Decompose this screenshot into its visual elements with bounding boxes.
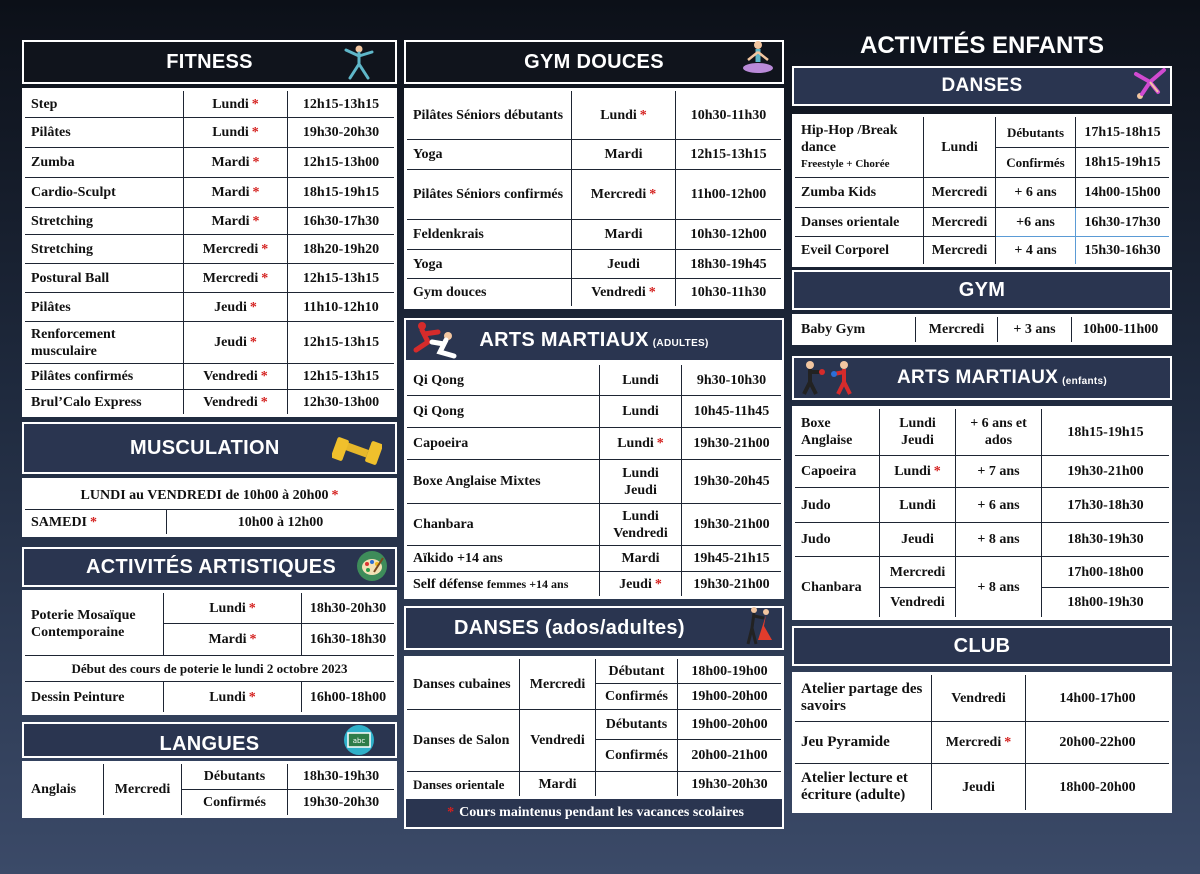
meditation-icon: [738, 38, 778, 78]
table-row: [24, 592, 396, 624]
activity-name: Yoga: [406, 250, 572, 279]
age: + 8 ans: [956, 557, 1042, 619]
club-header: [792, 626, 1172, 666]
activity-name: Qi Qong: [406, 396, 600, 428]
level: Confirmés: [996, 148, 1076, 178]
activity-name: Pilâtes Séniors confirmés: [406, 170, 572, 220]
table-row: [406, 364, 783, 396]
table-row: [24, 90, 396, 118]
day: Vendredi: [520, 710, 596, 772]
activity-subtitle: Freestyle + Chorée: [801, 157, 890, 170]
table-row: [794, 408, 1171, 456]
musculation-title: MUSCULATION: [130, 436, 280, 459]
day: Mardi: [211, 185, 250, 200]
age: + 4 ans: [996, 237, 1076, 266]
langue-name: Anglais: [24, 763, 104, 817]
time: 12h15-13h15: [288, 90, 396, 118]
activity-name: Zumba Kids: [794, 178, 924, 208]
time: 10h30-11h30: [676, 279, 783, 308]
table-row: [794, 488, 1171, 523]
day: Mardi: [572, 220, 676, 250]
table-row: [406, 396, 783, 428]
holiday-note-text: Cours maintenus pendant les vacances scolaires: [459, 805, 744, 820]
time: 19h30-21h00: [682, 504, 783, 546]
table-row: [24, 178, 396, 208]
gym-enfants-header: [792, 270, 1172, 310]
time: 19h30-21h00: [682, 428, 783, 460]
day: Mercredi: [916, 316, 998, 344]
time: 10h45-11h45: [682, 396, 783, 428]
activity-name: Hip-Hop /Break dance: [801, 122, 898, 155]
time: 19h30-21h00: [682, 572, 783, 598]
day: Mercredi: [104, 763, 182, 817]
star-mark: *: [260, 394, 268, 410]
day: Jeudi: [932, 764, 1026, 812]
star-mark: *: [261, 241, 269, 257]
activity-name: Stretching: [24, 235, 184, 264]
time: 10h30-11h30: [676, 90, 783, 140]
saturday-time: 10h00 à 12h00: [167, 510, 396, 536]
svg-text:abc: abc: [352, 737, 366, 745]
day: Mercredi: [202, 270, 259, 286]
time: 11h10-12h10: [288, 293, 396, 322]
day: Mercredi: [590, 187, 647, 202]
time: 19h00-20h00: [678, 684, 783, 710]
table-row: [24, 480, 396, 510]
activity-name: Zumba: [24, 148, 184, 178]
activity-name: Brul’Calo Express: [24, 390, 184, 416]
time: 11h00-12h00: [676, 170, 783, 220]
star-mark: *: [656, 436, 664, 451]
martial-arts-icon: [408, 320, 464, 360]
day: Mercredi: [520, 658, 596, 710]
time: 17h15-18h15: [1076, 116, 1171, 148]
time: 18h20-19h20: [288, 235, 396, 264]
day: Lundi: [600, 396, 682, 428]
day: Mercredi: [945, 735, 1002, 750]
gym-enfants-table: [792, 314, 1172, 345]
table-row: [24, 235, 396, 264]
table-row: [406, 428, 783, 460]
day: Lundi: [600, 107, 637, 123]
activity-name: Stretching: [24, 208, 184, 235]
level: Débutants: [182, 763, 288, 790]
time: 16h30-17h30: [1076, 208, 1171, 237]
time: 16h30-18h30: [302, 624, 396, 656]
gym-douces-table: [404, 88, 784, 309]
day: Mardi: [211, 155, 250, 170]
table-row: [406, 90, 783, 140]
day: Vendredi: [932, 674, 1026, 722]
time: 15h30-16h30: [1076, 237, 1171, 266]
dumbbell-icon: [332, 432, 382, 468]
time: 18h15-19h15: [1042, 408, 1171, 456]
age: + 8 ans: [956, 523, 1042, 557]
activity-name: Feldenkrais: [406, 220, 572, 250]
star-mark: *: [654, 576, 662, 592]
day: Mardi: [520, 772, 596, 798]
activity-name: Danses de Salon: [406, 710, 520, 772]
activity-name: Pilâtes confirmés: [24, 364, 184, 390]
time: 12h15-13h15: [288, 364, 396, 390]
activity-name: Qi Qong: [406, 364, 600, 396]
star-mark: *: [331, 487, 339, 503]
time: 19h30-20h30: [678, 772, 783, 798]
fitness-table: [22, 88, 397, 417]
time: 18h30-20h30: [302, 592, 396, 624]
table-row: [794, 116, 1171, 148]
table-row: [24, 510, 396, 536]
time: 19h45-21h15: [682, 546, 783, 572]
arts-adultes-title: ARTS MARTIAUX: [479, 328, 649, 351]
day: Lundi: [600, 364, 682, 396]
table-row: [406, 546, 783, 572]
palette-icon: [356, 550, 388, 582]
saturday-label: SAMEDI: [31, 514, 88, 530]
table-row: [794, 316, 1171, 344]
day: Vendredi: [591, 285, 646, 300]
time: 18h00-20h00: [1026, 764, 1171, 812]
table-row: [24, 364, 396, 390]
time: 18h30-19h30: [288, 763, 396, 790]
activity-name: Gym douces: [406, 279, 572, 308]
star-mark: *: [648, 285, 656, 300]
star-mark: *: [248, 600, 256, 616]
star-mark: *: [249, 299, 257, 315]
artistiques-title: ACTIVITÉS ARTISTIQUES: [86, 555, 337, 578]
table-row: [794, 722, 1171, 764]
star-mark: *: [933, 464, 941, 479]
activity-name: Atelier partage des savoirs: [794, 674, 932, 722]
age: + 7 ans: [956, 456, 1042, 488]
day: Mardi: [211, 213, 250, 229]
time: 18h30-19h30: [1042, 523, 1171, 557]
langues-title: LANGUES: [159, 732, 260, 755]
time: 17h00-18h00: [1042, 557, 1171, 588]
day: Mercredi: [924, 208, 996, 237]
activity-name: Renforcement musculaire: [24, 322, 184, 364]
star-mark: *: [252, 213, 260, 229]
activity-name: Judo: [794, 523, 880, 557]
day: Jeudi: [619, 576, 652, 592]
time: 16h30-17h30: [288, 208, 396, 235]
star-mark: *: [447, 805, 455, 820]
activity-name: Boxe Anglaise Mixtes: [406, 460, 600, 504]
level: Confirmés: [182, 790, 288, 817]
time: 12h15-13h15: [288, 264, 396, 293]
table-row: [794, 237, 1171, 266]
activity-name: Self défense: [413, 576, 484, 592]
star-mark: *: [252, 155, 260, 170]
activity-name: Postural Ball: [24, 264, 184, 293]
activity-name: Capoeira: [794, 456, 880, 488]
time: 12h15-13h15: [288, 322, 396, 364]
activity-name: Pilâtes: [24, 293, 184, 322]
day: Lundi: [209, 600, 246, 616]
poterie-note: Début des cours de poterie le lundi 2 octobre 2023: [24, 656, 396, 682]
activity-name: Baby Gym: [794, 316, 916, 344]
day: Mercredi: [924, 178, 996, 208]
star-mark: *: [649, 187, 657, 202]
day: Mardi: [208, 632, 247, 647]
day: Vendredi: [203, 394, 258, 410]
star-mark: *: [248, 689, 256, 705]
activity-name-small: femmes +14 ans: [486, 576, 569, 591]
artistiques-table: [22, 590, 397, 715]
time: 12h15-13h15: [676, 140, 783, 170]
fitness-title: FITNESS: [166, 50, 253, 73]
gym-douces-title: GYM DOUCES: [524, 50, 664, 73]
table-row: [24, 390, 396, 416]
time: 19h30-20h45: [682, 460, 783, 504]
star-mark: *: [90, 514, 98, 530]
activity-name: Boxe Anglaise: [794, 408, 880, 456]
activity-name: Cardio-Sculpt: [24, 178, 184, 208]
day: Jeudi: [214, 335, 247, 350]
level: Confirmés: [596, 684, 678, 710]
table-row: [406, 572, 783, 598]
time: 19h30-20h30: [288, 118, 396, 148]
table-row: [406, 279, 783, 308]
time: 12h15-13h00: [288, 148, 396, 178]
table-row: [794, 674, 1171, 722]
day: Mercredi: [924, 237, 996, 266]
table-row: [406, 710, 783, 740]
arts-enfants-title: ARTS MARTIAUX: [896, 367, 1059, 388]
table-row: [794, 523, 1171, 557]
dancing-couple-icon: [742, 604, 778, 652]
level: Débutants: [596, 710, 678, 740]
day: Jeudi: [572, 250, 676, 279]
day: Vendredi: [880, 588, 956, 619]
table-row: [406, 772, 783, 798]
table-row: [406, 170, 783, 220]
chalkboard-icon: [342, 725, 376, 755]
activity-name: Eveil Corporel: [794, 237, 924, 266]
age: + 6 ans: [956, 488, 1042, 523]
time: 18h30-19h45: [676, 250, 783, 279]
arts-adultes-table: [404, 362, 784, 599]
table-row: [794, 764, 1171, 812]
activity-name: Chanbara: [794, 557, 880, 619]
level: Confirmés: [596, 740, 678, 772]
week-hours: LUNDI au VENDREDI de 10h00 à 20h00: [80, 487, 329, 503]
time: 16h00-18h00: [302, 682, 396, 714]
day: Lundi: [924, 116, 996, 178]
danses-enfants-title: DANSES: [941, 75, 1023, 96]
star-mark: *: [639, 107, 647, 123]
activity-name: Danses cubaines: [406, 658, 520, 710]
table-row: [24, 148, 396, 178]
activity-name: Judo: [794, 488, 880, 523]
danses-adultes-header: [404, 606, 784, 650]
club-table: [792, 672, 1172, 813]
time: 20h00-21h00: [678, 740, 783, 772]
time: 17h30-18h30: [1042, 488, 1171, 523]
day: Lundi: [209, 689, 246, 705]
activity-name: Danses orientale: [406, 772, 520, 798]
artistiques-header: [22, 547, 397, 587]
age: +6 ans: [996, 208, 1076, 237]
danses-enfants-header: [792, 66, 1172, 106]
day: Mercredi: [202, 241, 259, 257]
star-mark: *: [252, 185, 260, 200]
table-row: [794, 178, 1171, 208]
table-row: [794, 456, 1171, 488]
age: + 6 ans: [996, 178, 1076, 208]
table-row: [794, 208, 1171, 237]
time: 18h15-19h15: [288, 178, 396, 208]
time: 9h30-10h30: [682, 364, 783, 396]
age: + 3 ans: [998, 316, 1072, 344]
star-mark: *: [249, 632, 257, 647]
time: 14h00-15h00: [1076, 178, 1171, 208]
day: Lundi Jeudi: [600, 460, 682, 504]
enfants-title: ACTIVITÉS ENFANTS: [859, 32, 1105, 59]
table-row: [406, 220, 783, 250]
arts-adultes-subtitle: (ADULTES): [652, 337, 709, 349]
activity-name: Step: [24, 90, 184, 118]
activity-name: Aïkido +14 ans: [406, 546, 600, 572]
table-row: [406, 250, 783, 279]
time: 19h30-21h00: [1042, 456, 1171, 488]
activity-name: Yoga: [406, 140, 572, 170]
langues-table: [22, 761, 397, 818]
star-mark: *: [251, 96, 259, 112]
day: Lundi: [212, 125, 249, 140]
star-mark: *: [251, 125, 259, 140]
table-row: [24, 656, 396, 682]
table-row: [406, 504, 783, 546]
star-mark: *: [260, 369, 268, 384]
gym-enfants-title: GYM: [958, 278, 1006, 301]
day: Lundi Vendredi: [600, 504, 682, 546]
day: Lundi: [894, 464, 931, 479]
time: 12h30-13h00: [288, 390, 396, 416]
danses-adultes-title: DANSES (ados/adultes): [454, 616, 685, 639]
activity-name: Atelier lecture et écriture (adulte): [794, 764, 932, 812]
dancer-icon: [1128, 64, 1168, 108]
time: 18h00-19h00: [678, 658, 783, 684]
day: Jeudi: [880, 523, 956, 557]
table-row: [406, 460, 783, 504]
activity-name: Danses orientale: [794, 208, 924, 237]
table-row: [24, 293, 396, 322]
day: Lundi: [212, 96, 249, 112]
star-mark: *: [249, 335, 257, 350]
day: Lundi: [880, 488, 956, 523]
activity-name: Capoeira: [406, 428, 600, 460]
dessin-name: Dessin Peinture: [24, 682, 164, 714]
age: + 6 ans et ados: [956, 408, 1042, 456]
table-row: [24, 763, 396, 790]
activity-name: Pilâtes: [24, 118, 184, 148]
star-mark: *: [1004, 735, 1012, 750]
day: Vendredi: [203, 369, 258, 384]
time: 19h00-20h00: [678, 710, 783, 740]
club-title: CLUB: [953, 634, 1011, 657]
danses-enfants-table: [792, 114, 1172, 267]
level: Débutant: [596, 658, 678, 684]
table-row: [24, 208, 396, 235]
time: 14h00-17h00: [1026, 674, 1171, 722]
danses-adultes-table: [404, 656, 784, 799]
time: 18h00-19h30: [1042, 588, 1171, 619]
arts-enfants-subtitle: (enfants): [1062, 375, 1108, 387]
time: 10h00-11h00: [1072, 316, 1171, 344]
activity-name: Chanbara: [406, 504, 600, 546]
gym-douces-header: [404, 40, 784, 84]
table-row: [406, 140, 783, 170]
time: 20h00-22h00: [1026, 722, 1171, 764]
arts-enfants-table: [792, 406, 1172, 620]
table-row: [24, 264, 396, 293]
table-row: [24, 118, 396, 148]
holiday-note: [404, 797, 784, 829]
table-row: [794, 557, 1171, 588]
day: Mardi: [600, 546, 682, 572]
day: Lundi: [617, 436, 654, 451]
boxing-icon: [796, 360, 860, 396]
day: Lundi Jeudi: [880, 408, 956, 456]
day: Jeudi: [214, 299, 247, 315]
table-row: [406, 658, 783, 684]
musculation-table: [22, 478, 397, 537]
day: Mardi: [572, 140, 676, 170]
table-row: [24, 322, 396, 364]
activity-name: Pilâtes Séniors débutants: [406, 90, 572, 140]
day: Mercredi: [880, 557, 956, 588]
langues-header: [22, 722, 397, 758]
table-row: [24, 682, 396, 714]
time: 18h15-19h15: [1076, 148, 1171, 178]
level: Débutants: [996, 116, 1076, 148]
poterie-name: Poterie Mosaïque Contemporaine: [24, 592, 164, 656]
time: 19h30-20h30: [288, 790, 396, 817]
star-mark: *: [261, 270, 269, 286]
yoga-pose-icon: [340, 44, 374, 80]
activity-name: Jeu Pyramide: [794, 722, 932, 764]
time: 10h30-12h00: [676, 220, 783, 250]
